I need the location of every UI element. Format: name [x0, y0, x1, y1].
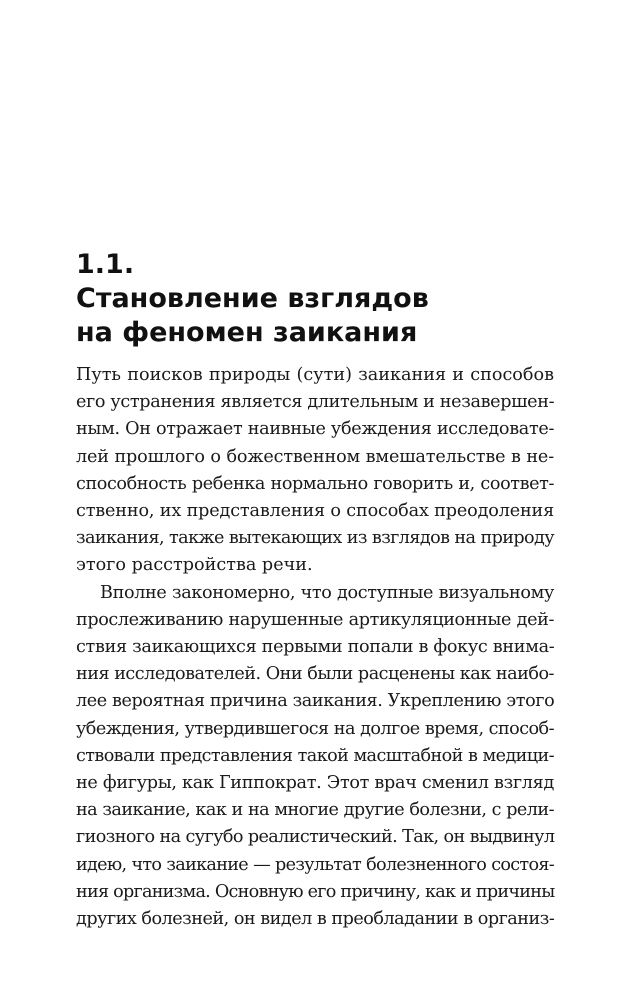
text-line: ствовали представления такой масштабной в медици-	[76, 745, 554, 766]
section-title-line-2: на феномен заикания	[76, 317, 418, 348]
text-line: лей прошлого о божественном вмешательстве в не-	[76, 446, 554, 467]
section-number: 1.1.	[76, 249, 135, 280]
text-line: ственно, их представления о способах преодоления	[76, 501, 555, 522]
text-line: на заикание, как и на многие другие болезни, с рели-	[76, 800, 554, 821]
text-line: его устранения является длительным и незавершен-	[76, 392, 555, 413]
text-line: Путь поисков природы (сути) заикания и способов	[76, 365, 554, 385]
section-title-line-1: Становление взглядов	[76, 283, 429, 314]
text-line: заикания, также вытекающих из взглядов на природу	[76, 528, 554, 549]
text-line: ния исследователей. Они были расценены как наибо-	[76, 664, 554, 685]
text-line: не фигуры, как Гиппократ. Этот врач сменил взгляд	[76, 773, 554, 794]
text-line: способность ребенка нормально говорить и, соответ-	[76, 473, 554, 494]
text-line: прослеживанию нарушенные артикуляционные дей-	[76, 609, 554, 630]
text-line: гиозного на сугубо реалистический. Так, он выдвинул	[76, 827, 555, 848]
text-line: убеждения, утвердившегося на долгое время, способ-	[76, 718, 554, 739]
text-line: этого расстройства речи.	[76, 555, 313, 576]
text-line: других болезней, он видел в преобладании в организ-	[76, 909, 555, 930]
body-text	[76, 362, 554, 933]
text-line: Вполне закономерно, что доступные визуальному	[100, 582, 554, 603]
text-line: ным. Он отражает наивные убеждения исследовате-	[76, 419, 555, 440]
section-heading	[76, 248, 576, 350]
text-line: ния организма. Основную его причину, как и причины	[76, 881, 555, 902]
text-line: ствия заикающихся первыми попали в фокус внима-	[76, 637, 555, 658]
text-line: лее вероятная причина заикания. Укреплению этого	[76, 691, 555, 712]
paragraph-2	[76, 580, 554, 934]
text-line: идею, что заикание — результат болезненного состоя-	[76, 854, 554, 875]
paragraph-1	[76, 362, 554, 580]
